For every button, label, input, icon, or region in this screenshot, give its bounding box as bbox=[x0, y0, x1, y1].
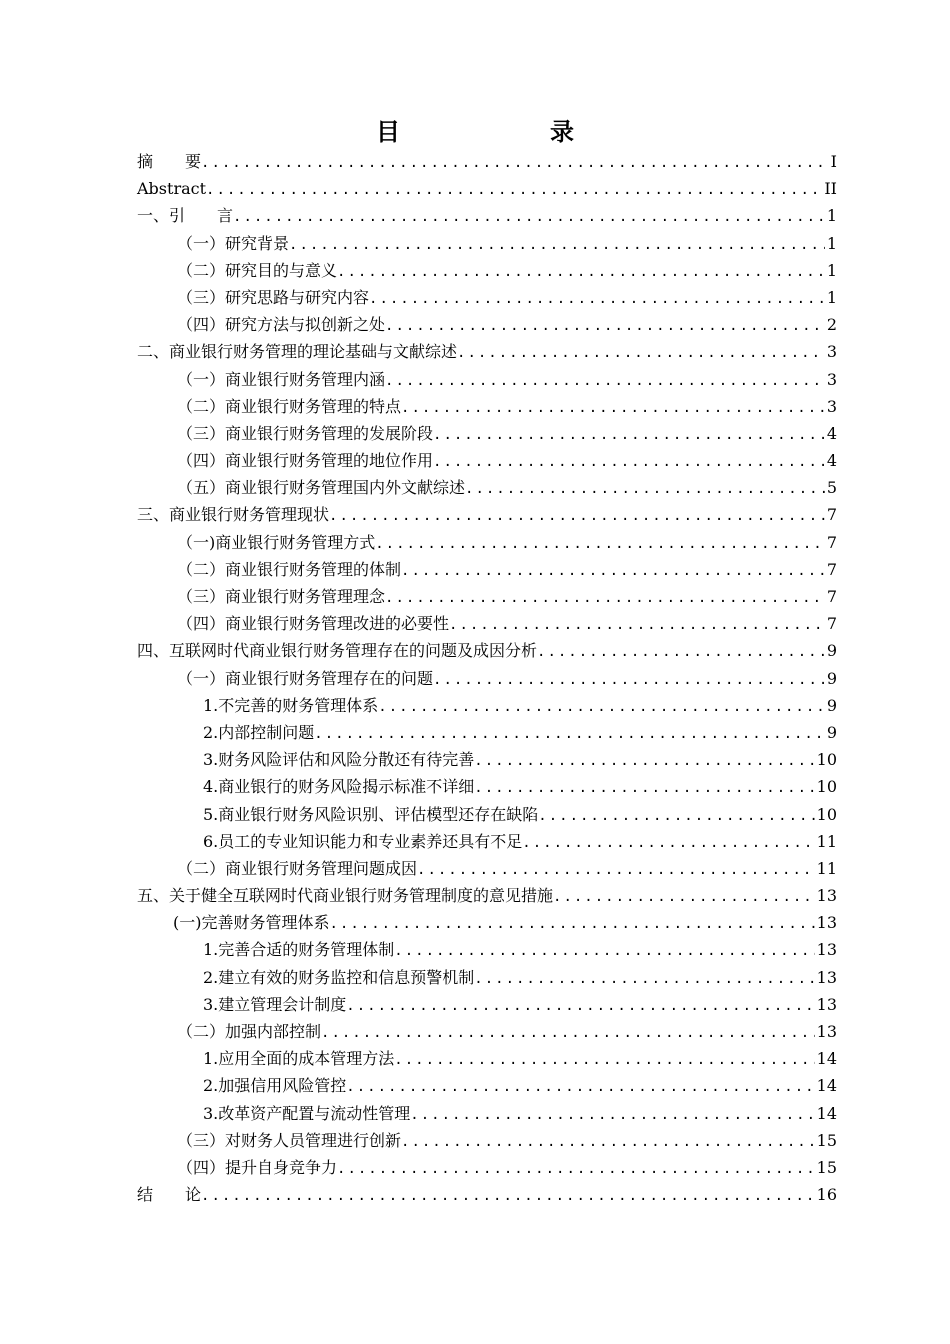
toc-entry[interactable] bbox=[137, 746, 837, 773]
toc-entry[interactable] bbox=[137, 964, 837, 991]
toc-entry-label: 二、商业银行财务管理的理论基础与文献综述 bbox=[137, 342, 458, 362]
toc-entry-page-number: 1 bbox=[826, 233, 837, 253]
toc-leader-dots bbox=[465, 476, 825, 503]
toc-entry-label: （二）加强内部控制 bbox=[177, 1022, 322, 1041]
toc-entry-page-number: 4 bbox=[826, 451, 837, 471]
toc-entry-label: 1.不完善的财务管理体系 bbox=[203, 695, 379, 715]
toc-entry-label: （二）商业银行财务管理的体制 bbox=[177, 559, 402, 579]
toc-entry-page-number: 3 bbox=[826, 396, 837, 416]
toc-entry-page-number: II bbox=[824, 179, 837, 199]
toc-entry-page-number: 9 bbox=[826, 641, 837, 661]
toc-entry[interactable] bbox=[137, 719, 837, 746]
toc-entry[interactable] bbox=[137, 1045, 837, 1072]
toc-entry[interactable] bbox=[137, 338, 837, 365]
toc-leader-dots bbox=[522, 830, 814, 857]
toc-leader-dots bbox=[385, 313, 825, 340]
toc-leader-dots bbox=[329, 503, 825, 530]
toc-entry-label: 5.商业银行财务风险识别、评估模型还存在缺陷 bbox=[203, 804, 539, 824]
toc-entry-label: （四）商业银行财务管理改进的必要性 bbox=[177, 614, 450, 634]
toc-title: 目 录 bbox=[376, 118, 608, 146]
toc-entry[interactable] bbox=[137, 202, 837, 229]
toc-entry-page-number: 13 bbox=[816, 967, 837, 987]
toc-leader-dots bbox=[401, 395, 825, 422]
toc-entry-label: 摘 要 bbox=[137, 152, 202, 171]
toc-entry-page-number: 11 bbox=[816, 831, 837, 851]
toc-entry[interactable] bbox=[137, 1127, 837, 1154]
toc-leader-dots bbox=[346, 1074, 814, 1101]
toc-leader-dots bbox=[433, 449, 825, 476]
toc-leader-dots bbox=[394, 1047, 814, 1074]
toc-entry-label: （二）商业银行财务管理问题成因 bbox=[177, 858, 418, 878]
toc-leader-dots bbox=[474, 966, 814, 993]
toc-entry-page-number: 2 bbox=[826, 315, 837, 335]
toc-leader-dots bbox=[401, 558, 825, 585]
toc-entry[interactable] bbox=[137, 936, 837, 963]
toc-entry-label: 结 论 bbox=[137, 1185, 202, 1205]
toc-entry-page-number: 15 bbox=[816, 1157, 837, 1177]
toc-entry[interactable] bbox=[137, 447, 837, 474]
toc-leader-dots bbox=[337, 259, 825, 286]
toc-leader-dots bbox=[201, 150, 829, 177]
toc-leader-dots bbox=[433, 422, 825, 449]
toc-entry[interactable] bbox=[137, 474, 837, 501]
toc-entry-label: （二）商业银行财务管理的特点 bbox=[177, 396, 402, 416]
toc-entry[interactable] bbox=[137, 148, 837, 175]
toc-entry[interactable] bbox=[137, 230, 837, 257]
toc-entry-page-number: 7 bbox=[826, 614, 837, 634]
toc-entry-label: （四）提升自身竞争力 bbox=[177, 1157, 338, 1177]
toc-entry[interactable] bbox=[137, 692, 837, 719]
toc-entry[interactable] bbox=[137, 529, 837, 556]
toc-entry[interactable] bbox=[137, 257, 837, 284]
toc-entry-label: 一、引 言 bbox=[137, 206, 234, 226]
toc-leader-dots bbox=[233, 204, 825, 231]
toc-entry-label: 四、互联网时代商业银行财务管理存在的问题及成因分析 bbox=[137, 641, 538, 661]
toc-entry[interactable] bbox=[137, 175, 837, 202]
toc-leader-dots bbox=[433, 667, 825, 694]
toc-entry-page-number: 9 bbox=[826, 722, 837, 742]
toc-entry-page-number: 3 bbox=[826, 369, 837, 389]
toc-entry-label: （三）对财务人员管理进行创新 bbox=[177, 1130, 402, 1150]
toc-entry-page-number: 9 bbox=[826, 695, 837, 715]
toc-entry[interactable] bbox=[137, 284, 837, 311]
toc-entry[interactable] bbox=[137, 501, 837, 528]
toc-leader-dots bbox=[401, 1129, 815, 1156]
toc-leader-dots bbox=[474, 775, 814, 802]
toc-entry-page-number: 13 bbox=[816, 940, 837, 960]
toc-entry-label: （一）商业银行财务管理存在的问题 bbox=[177, 668, 434, 688]
toc-entry[interactable] bbox=[137, 882, 837, 909]
toc-entry-label: 2.加强信用风险管控 bbox=[203, 1076, 347, 1096]
toc-list bbox=[137, 148, 837, 1208]
toc-entry[interactable] bbox=[137, 610, 837, 637]
toc-entry-page-number: 7 bbox=[826, 587, 837, 606]
toc-entry-page-number: 5 bbox=[826, 478, 837, 498]
toc-leader-dots bbox=[369, 286, 825, 313]
toc-entry-page-number: 13 bbox=[816, 994, 837, 1014]
toc-leader-dots bbox=[394, 938, 814, 965]
toc-entry-label: （四）研究方法与拟创新之处 bbox=[177, 315, 386, 335]
toc-entry-label: 4.商业银行的财务风险揭示标准不详细 bbox=[203, 777, 475, 797]
toc-entry[interactable] bbox=[137, 855, 837, 882]
toc-entry-page-number: 16 bbox=[816, 1185, 837, 1205]
toc-leader-dots bbox=[457, 340, 825, 367]
toc-leader-dots bbox=[289, 232, 825, 259]
toc-entry[interactable] bbox=[137, 801, 837, 828]
toc-entry-label: （一)商业银行财务管理方式 bbox=[177, 532, 376, 552]
toc-leader-dots bbox=[553, 884, 815, 911]
toc-entry-label: （一）研究背景 bbox=[177, 233, 290, 253]
toc-entry-page-number: 7 bbox=[826, 559, 837, 579]
toc-entry-page-number: 1 bbox=[826, 206, 837, 226]
toc-entry[interactable] bbox=[137, 420, 837, 447]
toc-entry-label: Abstract bbox=[137, 179, 207, 199]
toc-entry-page-number: 11 bbox=[816, 858, 837, 878]
toc-leader-dots bbox=[474, 748, 814, 775]
toc-leader-dots bbox=[538, 803, 814, 830]
toc-entry-page-number: 7 bbox=[826, 505, 837, 525]
toc-entry-label: （二）研究目的与意义 bbox=[177, 260, 338, 280]
toc-entry-page-number: 14 bbox=[816, 1076, 837, 1096]
toc-entry-page-number: 10 bbox=[816, 750, 837, 770]
toc-entry[interactable] bbox=[137, 311, 837, 338]
toc-entry[interactable] bbox=[137, 665, 837, 692]
toc-entry-page-number: 10 bbox=[816, 804, 837, 824]
toc-entry-page-number: 1 bbox=[826, 260, 837, 280]
toc-entry[interactable] bbox=[137, 909, 837, 936]
toc-leader-dots bbox=[206, 177, 822, 204]
toc-entry[interactable] bbox=[137, 1154, 837, 1181]
toc-leader-dots bbox=[201, 1183, 815, 1210]
toc-leader-dots bbox=[385, 368, 825, 395]
toc-entry-page-number: 14 bbox=[816, 1103, 837, 1123]
toc-entry-label: （三）商业银行财务管理的发展阶段 bbox=[177, 423, 434, 443]
toc-leader-dots bbox=[346, 993, 814, 1020]
toc-entry-page-number: 4 bbox=[826, 423, 837, 443]
toc-entry[interactable] bbox=[137, 583, 837, 610]
toc-leader-dots bbox=[449, 612, 825, 639]
toc-entry-page-number: 13 bbox=[816, 1022, 837, 1041]
toc-entry-label: （三）商业银行财务管理理念 bbox=[177, 587, 386, 606]
toc-entry-label: 五、关于健全互联网时代商业银行财务管理制度的意见措施 bbox=[137, 886, 554, 906]
toc-entry-label: （五）商业银行财务管理国内外文献综述 bbox=[177, 478, 466, 498]
toc-entry-label: 1.应用全面的成本管理方法 bbox=[203, 1049, 395, 1069]
toc-entry-page-number: 7 bbox=[826, 532, 837, 552]
toc-entry-page-number: 13 bbox=[816, 913, 837, 933]
toc-entry-page-number: 1 bbox=[826, 287, 837, 307]
toc-entry-label: （四）商业银行财务管理的地位作用 bbox=[177, 451, 434, 471]
toc-entry[interactable] bbox=[137, 366, 837, 393]
toc-leader-dots bbox=[375, 531, 825, 558]
toc-leader-dots bbox=[410, 1102, 814, 1129]
toc-entry-page-number: 13 bbox=[816, 886, 837, 906]
toc-entry[interactable] bbox=[137, 556, 837, 583]
toc-entry-label: 3.建立管理会计制度 bbox=[203, 994, 347, 1014]
toc-entry-page-number: I bbox=[830, 152, 837, 171]
toc-entry-page-number: 15 bbox=[816, 1130, 837, 1150]
toc-entry-label: 3.财务风险评估和风险分散还有待完善 bbox=[203, 750, 475, 770]
toc-entry-label: 6.员工的专业知识能力和专业素养还具有不足 bbox=[203, 831, 523, 851]
toc-entry-label: 三、商业银行财务管理现状 bbox=[137, 505, 330, 525]
toc-entry[interactable] bbox=[137, 1181, 837, 1208]
toc-entry[interactable] bbox=[137, 991, 837, 1018]
toc-entry-page-number: 3 bbox=[826, 342, 837, 362]
toc-entry[interactable] bbox=[137, 393, 837, 420]
toc-leader-dots bbox=[330, 911, 815, 938]
toc-entry-label: 3.改革资产配置与流动性管理 bbox=[203, 1103, 411, 1123]
toc-entry-label: 2.建立有效的财务监控和信息预警机制 bbox=[203, 967, 475, 987]
toc-entry-label: （三）研究思路与研究内容 bbox=[177, 287, 370, 307]
toc-entry[interactable] bbox=[137, 637, 837, 664]
toc-entry-label: 1.完善合适的财务管理体制 bbox=[203, 940, 395, 960]
toc-entry[interactable] bbox=[137, 828, 837, 855]
toc-entry[interactable] bbox=[137, 1018, 837, 1045]
toc-leader-dots bbox=[537, 639, 825, 666]
toc-leader-dots bbox=[337, 1156, 815, 1183]
toc-entry[interactable] bbox=[137, 1072, 837, 1099]
toc-leader-dots bbox=[417, 857, 815, 884]
toc-leader-dots bbox=[378, 694, 825, 721]
toc-leader-dots bbox=[314, 721, 825, 748]
toc-entry-page-number: 9 bbox=[826, 668, 837, 688]
toc-entry[interactable] bbox=[137, 1100, 837, 1127]
toc-entry-label: 2.内部控制问题 bbox=[203, 722, 315, 742]
toc-entry-label: (一)完善财务管理体系 bbox=[173, 913, 330, 933]
toc-entry-label: （一）商业银行财务管理内涵 bbox=[177, 369, 386, 389]
toc-entry-page-number: 10 bbox=[816, 777, 837, 797]
toc-entry[interactable] bbox=[137, 773, 837, 800]
toc-leader-dots bbox=[385, 585, 825, 612]
toc-entry-page-number: 14 bbox=[816, 1049, 837, 1069]
toc-leader-dots bbox=[321, 1020, 815, 1047]
